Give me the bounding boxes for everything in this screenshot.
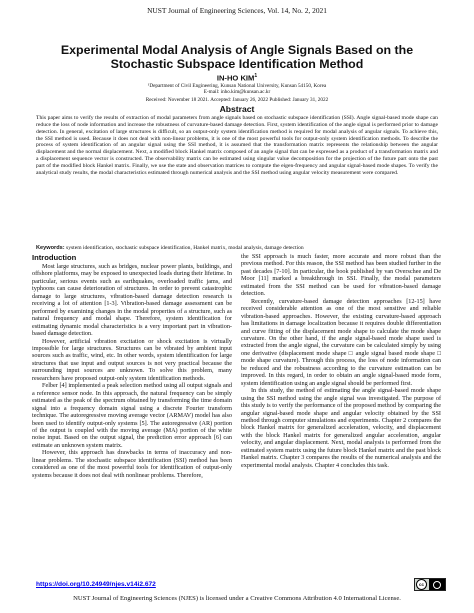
- cc-license-badge[interactable]: [414, 578, 446, 591]
- received-dates: Received: November 18 2021. Accepted: January 26, 2022 Published: January 31, 2022: [145, 97, 329, 103]
- keywords-line: [36, 245, 438, 251]
- author-name: IN-HO KIM: [216, 73, 255, 83]
- paragraph: However, this approach has drawbacks in terms of inaccuracy and non-linear problems. The stochastic subspace identification (SSI) method has been considered as one of the most powerful tools for identification of output-only systems because it does not deal with nonlinear problems. Therefore,: [32, 449, 232, 479]
- keywords-list: system identification, stochastic subspace identification, Hankel matrix, modal analysis, damage detection: [66, 245, 304, 251]
- paragraph: In this study, the method of estimating the angle signal-based mode shape using the SSI method using the angle signal was investigated. The purpose of this study is to verify the performance of the proposed method by comparing the angular signal-based mode shape and angular velocity obtained by the SSI method through computer simulations and experiments. Chapter 2 compares the block Hankel matrix for generalized acceleration, velocity, and displacement with the block Hankel matrix for generalized angular acceleration, angular velocity, and angular displacement. Next, modal analysis is performed from the estimated system matrix using the future block Hankel matrix and the past block Hankel matrix. Chapter 3 compares the results of the numerical analysis and the experimental modal analysis. Chapter 4 concludes this task.: [241, 387, 441, 469]
- abstract-heading: Abstract: [219, 104, 255, 114]
- author-line: [0, 73, 474, 83]
- license-statement: NUST Journal of Engineering Sciences (NJES) is licensed under a Creative Commons Attribution 4.0 International License.: [73, 595, 401, 602]
- author-superscript: 1: [254, 73, 258, 79]
- keywords-label: Keywords:: [36, 245, 65, 251]
- email: E-mail: inho.kim@kunsan.ac.kr: [203, 89, 271, 96]
- affiliation: ¹Department of Civil Engineering, Kunsan National University, Kunsan 54150, Korea: [147, 83, 327, 89]
- doi-link[interactable]: https://doi.org/10.24949/njes.v14i2.672: [36, 581, 156, 588]
- paragraph: Felber [4] implemented a peak selection method using all output signals and a reference sensor node. In this approach, the natural frequency can be simply estimated as the peak of the spectrum obtained by transforming the time domain signal into a frequency domain signal using a discrete Fourier transform technique. The autoregressive moving average vector (ARMAV) model has also been used to identify output-only systems [5]. The autoregressive (AR) portion of the output is coupled with the moving average (MA) portion of the white noise input. Based on the output signal, the prediction error approach [6] can estimate an unknown system matrix.: [32, 382, 232, 449]
- paragraph: the SSI approach is much faster, more accurate and more robust than the previous method. For this reason, the SSI method has been studied further in the past decades [7-10]. In particular, the book published by van Overschee and De Moor [11] marked a breakthrough in SSI. Finally, the modal parameters estimated from the SSI method can be used for vibration-based damage detection.: [241, 253, 441, 298]
- left-column: [32, 253, 232, 479]
- introduction-heading: Introduction: [32, 253, 77, 262]
- paragraph: However, artificial vibration excitation or shock excitation is virtually impossible for large structures. Structures can be vibrated by ambient input sources such as traffic, wind, etc. In other words, system identification for large structures that use input and output sources is not very practical because the surrounding input sources are unknown. To solve this problem, many researchers have proposed output-only system identification methods.: [32, 337, 232, 382]
- abstract-text: This paper aims to verify the results of extraction of modal parameters from angle signals based on stochastic subspace identification (SSI). Angle signal-based mode shape can reduce the loss of node information and increase the robustness of curvature-based damage detection. First, system identification of the angle signal is performed prior to damage detection. In general, excitation of large structures is difficult, so an output-only system identification method is required for modal analysis of angular signals. To achieve this, the SSI method is used. Because it does not deal with non-linear problems, it is one of the most powerful tools for output-only system identification methods. To describe the process of system identification of an angular signal using the SSI method, it is assumed that the transformation matrix represents the relationship between the angular displacement and the normal displacement. Next, a modified block Hankel matrix composed of an angle signal that can be expressed as a product of a transformation matrix and a displacement sequence vector is constructed. The observability matrix can be estimated using singular value decomposition for the projection of the future part onto the past part of the modified block Hankel matrix. Finally, we use the state and observation matrices to compute the eigen-frequency and angular signal-based mode shapes. To verify the analytical study results, the modal characteristics estimated through numerical analysis and the SSI method using angular velocity measurement were compared.: [36, 115, 438, 176]
- paragraph: Recently, curvature-based damage detection approaches [12-15] have received considerable attention as one of the most sensitive and reliable vibration-based approaches. However, the existing curvature-based approach has limitations in damage localization because it requires double differentiation and curve fitting of the displacement mode shape to calculate the mode shape curvature. On the other hand, if the angle signal-based mode shape used is extracted from the angle signal, the curvature can be calculated simply by using one derivative (displacement mode shape □ angle signal based mode shape □ mode shape curvature). Through this process, the loss of node information can be reduced and the robustness according to the curvature estimation can be improved. In this regard, in order to obtain an angle signal-based mode form, system identification using an angle signal should be performed first.: [241, 297, 441, 387]
- cc-icon: cc: [416, 579, 427, 590]
- paragraph: Most large structures, such as bridges, nuclear power plants, buildings, and offshore platforms, may be exposed to unexpected loads during their lifetime. In particular, serious events such as earthquakes, overloaded traffic jams, and typhoons can cause deterioration of structures. In order to prevent catastrophic damage to large structures, vibration-based damage detection research is receiving a lot of attention [1-3]. Vibration-based damage assessment can be performed by examining changes in the modal properties of a structure, such as natural frequency and modal shape. Therefore, system identification for estimating dynamic modal characteristics is a very important part in vibration-based damage detection.: [32, 263, 232, 338]
- attribution-icon: [429, 579, 445, 590]
- paper-title: Experimental Modal Analysis of Angle Signals Based on the Stochastic Subspace Identification Method: [60, 43, 414, 71]
- journal-header: NUST Journal of Engineering Sciences, Vol. 14, No. 2, 2021: [147, 6, 327, 15]
- affiliation-block: [0, 83, 474, 96]
- right-column: [241, 253, 441, 469]
